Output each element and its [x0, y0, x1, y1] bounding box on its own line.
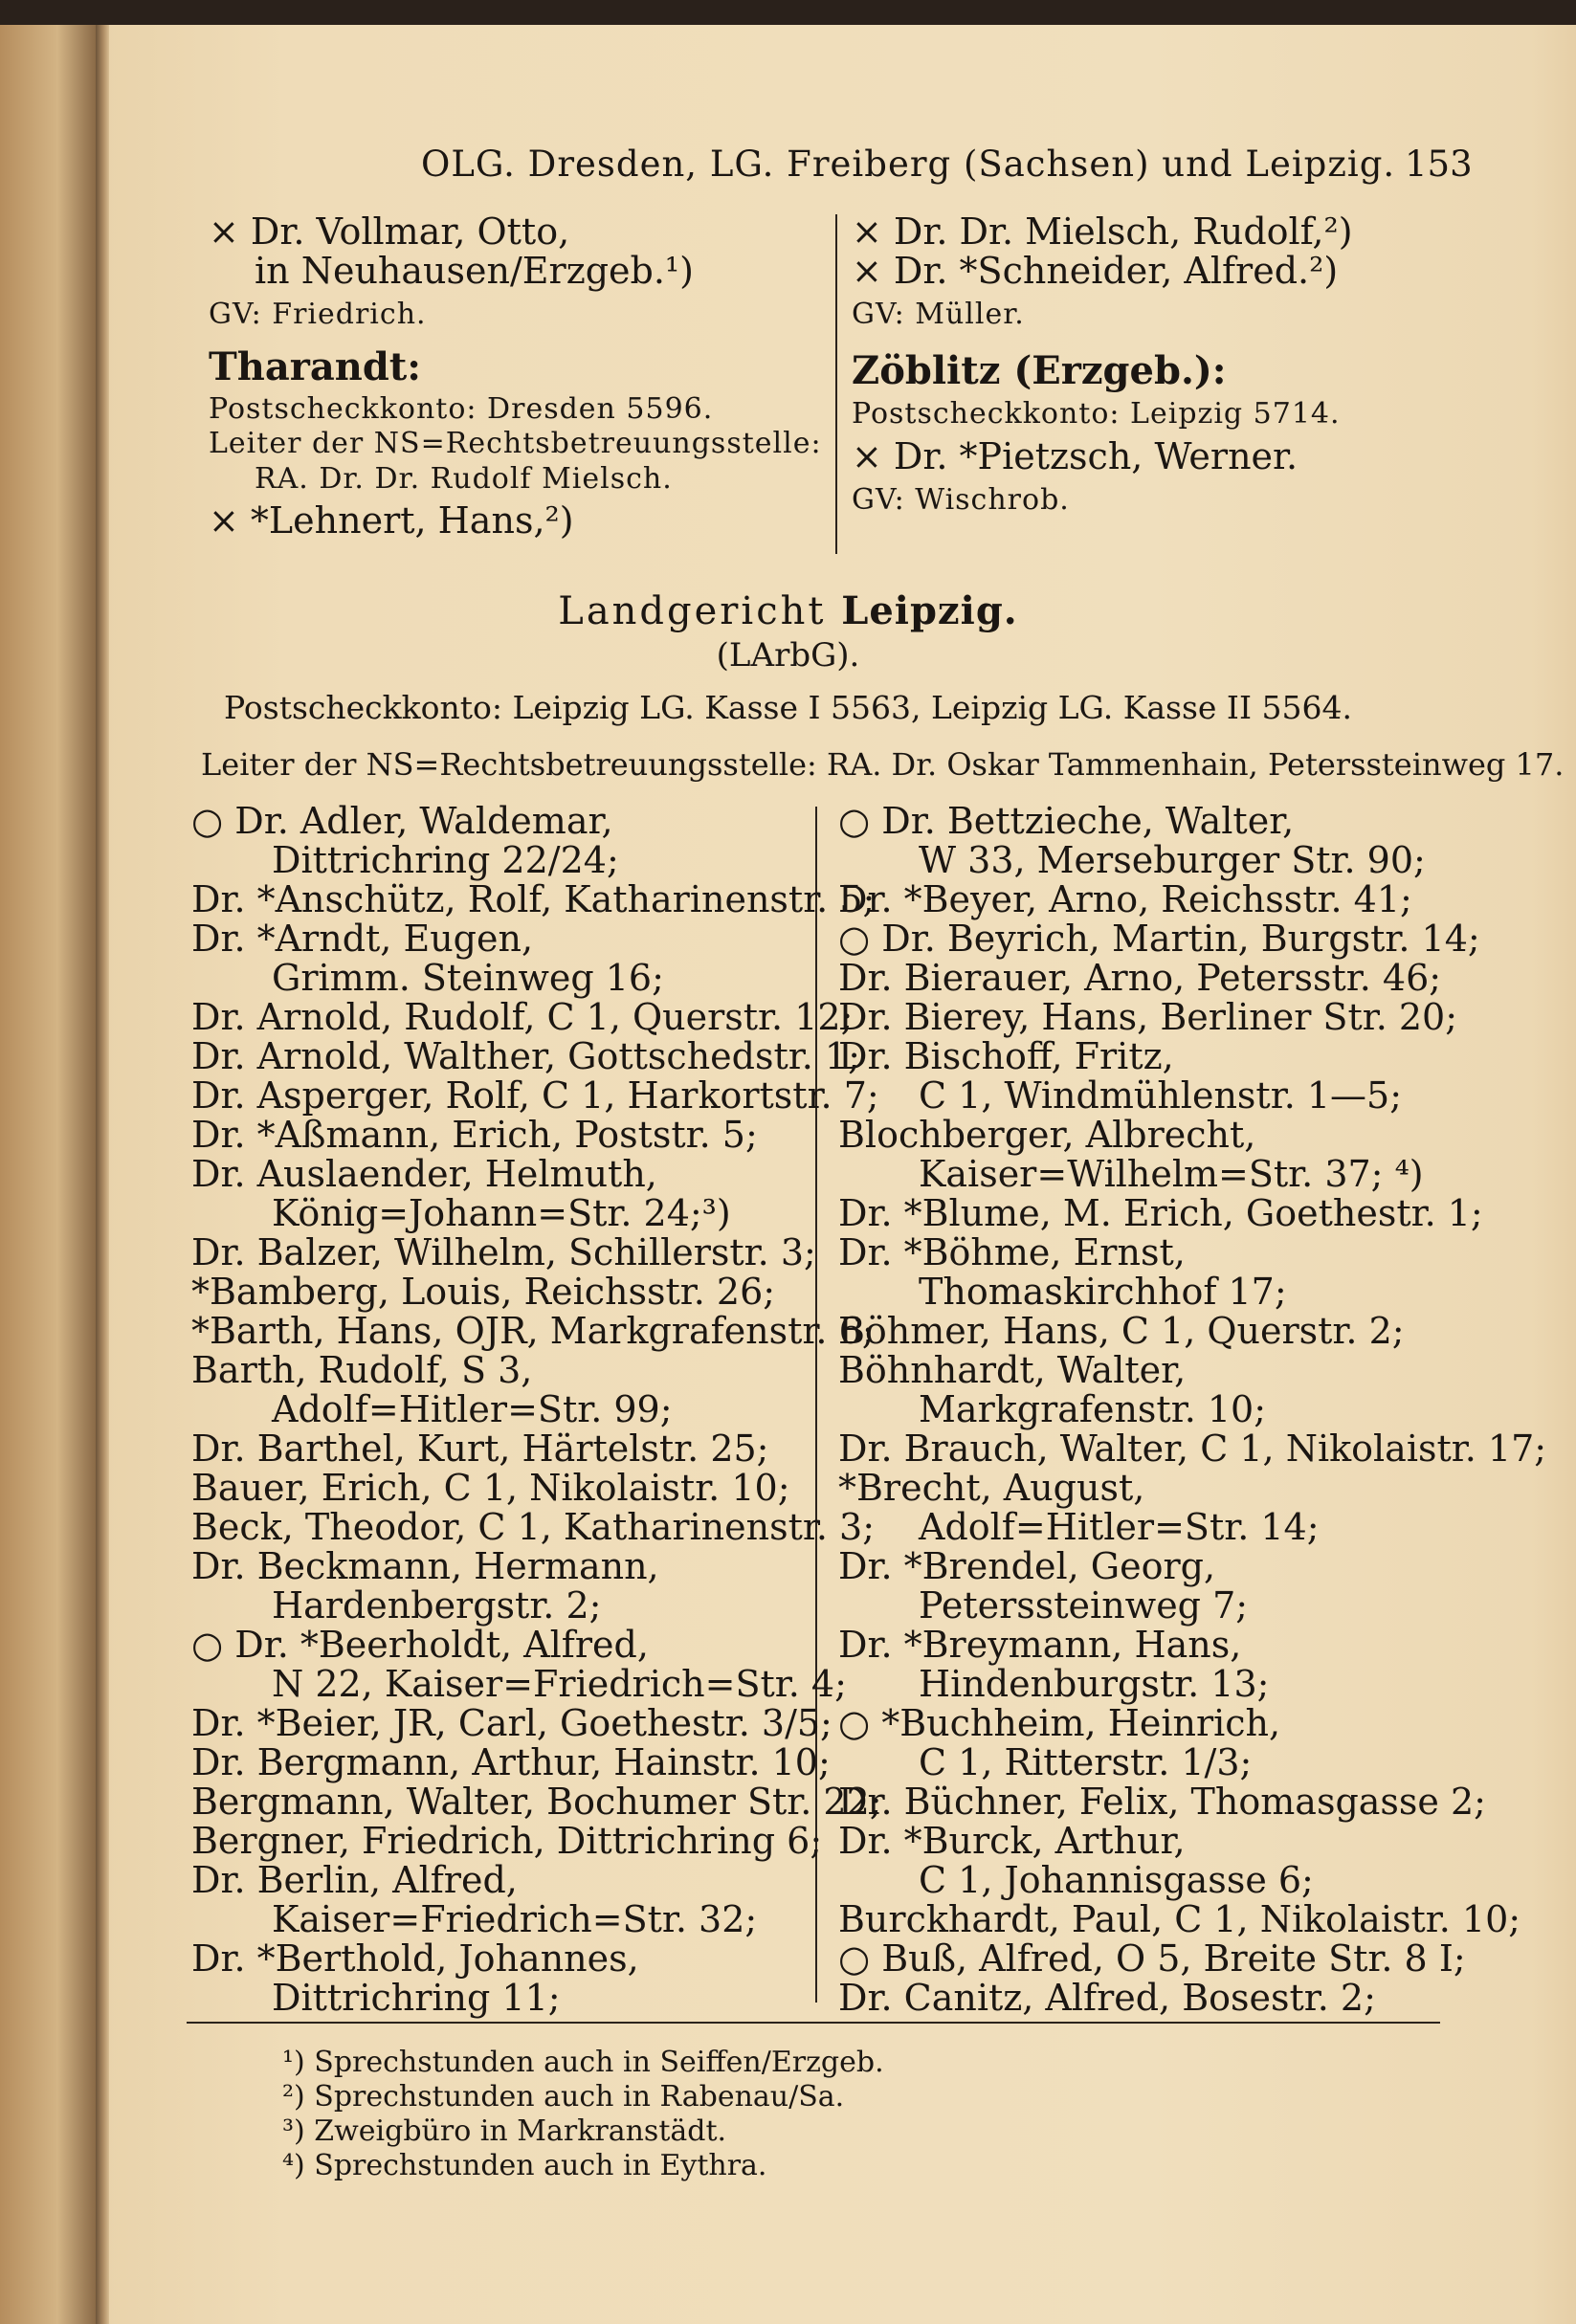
section-heading: Tharandt:: [209, 344, 422, 389]
footnote: ²) Sprechstunden auch in Rabenau/Sa.: [282, 2080, 845, 2114]
directory-entry-line: Dr. *Anschütz, Rolf, Katharinenstr. 5;: [191, 878, 876, 920]
directory-entry-line: N 22, Kaiser=Friedrich=Str. 4;: [272, 1663, 847, 1705]
directory-entry-line: Dr. *Blume, M. Erich, Goethestr. 1;: [838, 1192, 1483, 1234]
directory-entry-line: Dr. *Aßmann, Erich, Poststr. 5;: [191, 1114, 758, 1156]
directory-entry-line: Böhmer, Hans, C 1, Querstr. 2;: [838, 1310, 1405, 1352]
directory-entry-line: ○ *Buchheim, Heinrich,: [838, 1702, 1281, 1744]
directory-entry-line: Hindenburgstr. 13;: [919, 1663, 1270, 1705]
directory-entry-line: Kaiser=Wilhelm=Str. 37; ⁴): [919, 1153, 1424, 1195]
directory-entry-line: ○ Dr. Adler, Waldemar,: [191, 800, 613, 842]
directory-entry-line: Markgrafenstr. 10;: [919, 1388, 1267, 1430]
right-column: [838, 802, 1546, 2018]
directory-entry-line: Barth, Rudolf, S 3,: [191, 1349, 533, 1391]
directory-entry-line: König=Johann=Str. 24;³): [272, 1192, 731, 1234]
entry-line: × Dr. *Schneider, Alfred.²): [852, 250, 1339, 292]
page-edge: [0, 0, 96, 2324]
directory-entry-line: W 33, Merseburger Str. 90;: [919, 839, 1426, 881]
directory-entry-line: Dr. *Burck, Arthur,: [838, 1820, 1186, 1862]
directory-entry-line: Dr. Bischoff, Fritz,: [838, 1035, 1174, 1077]
directory-entry-line: Dr. Arnold, Rudolf, C 1, Querstr. 12;: [191, 996, 854, 1038]
section-heading: Zöblitz (Erzgeb.):: [852, 348, 1227, 393]
account-line: Postscheckkonto: Dresden 5596.: [209, 392, 714, 426]
directory-entry-line: Dr. Bierauer, Arno, Petersstr. 46;: [838, 957, 1442, 999]
directory-entry-line: Dr. *Brendel, Georg,: [838, 1545, 1216, 1587]
directory-entry-line: Hardenbergstr. 2;: [272, 1584, 602, 1627]
entry-line: in Neuhausen/Erzgeb.¹): [255, 250, 694, 292]
page-number: 153: [1405, 144, 1473, 185]
directory-entry-line: Dr. Barthel, Kurt, Härtelstr. 25;: [191, 1428, 769, 1470]
directory-entry-line: Kaiser=Friedrich=Str. 32;: [272, 1898, 758, 1940]
directory-entry-line: Blochberger, Albrecht,: [838, 1114, 1256, 1156]
directory-entry-line: C 1, Windmühlenstr. 1—5;: [919, 1074, 1403, 1117]
entry-line: × Dr. Dr. Mielsch, Rudolf,²): [852, 210, 1353, 253]
footnote: ⁴) Sprechstunden auch in Eythra.: [282, 2149, 767, 2182]
footnotes: [282, 2046, 884, 2183]
directory-entry-line: Dr. Asperger, Rolf, C 1, Harkortstr. 7;: [191, 1074, 879, 1117]
directory-entry-line: Bergmann, Walter, Bochumer Str. 22;: [191, 1781, 882, 1823]
directory-entry-line: Dr. Arnold, Walther, Gottschedstr. 1;: [191, 1035, 860, 1077]
gv-line: GV: Wischrob.: [852, 483, 1070, 517]
directory-entry-line: Dr. *Böhme, Ernst,: [838, 1231, 1186, 1273]
directory-entry-line: Dr. Beckmann, Hermann,: [191, 1545, 659, 1587]
directory-entry-line: Dittrichring 22/24;: [272, 839, 619, 881]
court-account: Postscheckkonto: Leipzig LG. Kasse I 5563, Leipzig LG. Kasse II 5564.: [224, 689, 1352, 726]
directory-entry-line: Grimm. Steinweg 16;: [272, 957, 664, 999]
directory-entry-line: Dr. *Beyer, Arno, Reichsstr. 41;: [838, 878, 1412, 920]
footnote-rule: [187, 2022, 1440, 2024]
entry-line: × Dr. *Pietzsch, Werner.: [852, 435, 1299, 477]
directory-entry-line: Dr. *Breymann, Hans,: [838, 1624, 1242, 1666]
court-title-name: Leipzig.: [841, 588, 1018, 633]
court-subtitle: (LArbG).: [716, 636, 860, 675]
directory-entry-line: Peterssteinweg 7;: [919, 1584, 1249, 1627]
footnote: ³) Zweigbüro in Markranstädt.: [282, 2114, 727, 2148]
entry-line: × *Lehnert, Hans,²): [209, 499, 574, 542]
gv-line: GV: Müller.: [852, 298, 1025, 331]
directory-entry-line: *Barth, Hans, OJR, Markgrafenstr. 6;: [191, 1310, 875, 1352]
top-shadow: [0, 0, 1576, 25]
directory-entry-line: *Brecht, August,: [838, 1467, 1145, 1509]
directory-entry-line: ○ Dr. *Beerholdt, Alfred,: [191, 1624, 649, 1666]
directory-entry-line: Dr. Canitz, Alfred, Bosestr. 2;: [838, 1977, 1376, 2019]
book-spine: [96, 0, 109, 2324]
directory-entry-line: ○ Dr. Bettzieche, Walter,: [838, 800, 1295, 842]
directory-entry-line: Dr. Berlin, Alfred,: [191, 1859, 518, 1901]
account-line: Postscheckkonto: Leipzig 5714.: [852, 397, 1341, 431]
directory-entry-line: C 1, Johannisgasse 6;: [919, 1859, 1314, 1901]
leiter-name: RA. Dr. Dr. Rudolf Mielsch.: [255, 462, 673, 496]
directory-entry-line: Dittrichring 11;: [272, 1977, 561, 2019]
directory-entry-line: Dr. Balzer, Wilhelm, Schillerstr. 3;: [191, 1231, 816, 1273]
footnote: ¹) Sprechstunden auch in Seiffen/Erzgeb.: [282, 2046, 884, 2079]
directory-entry-line: Dr. Bierey, Hans, Berliner Str. 20;: [838, 996, 1458, 1038]
directory-entry-line: Dr. Auslaender, Helmuth,: [191, 1153, 657, 1195]
directory-entry-line: C 1, Ritterstr. 1/3;: [919, 1741, 1253, 1783]
left-column: [191, 802, 882, 2018]
top-left-block: [209, 212, 822, 541]
court-title-prefix: Landgericht: [558, 589, 827, 633]
court-title: [0, 588, 1576, 633]
directory-entry-line: Beck, Theodor, C 1, Katharinenstr. 3;: [191, 1506, 876, 1548]
directory-entry-line: Dr. *Arndt, Eugen,: [191, 918, 534, 960]
directory-entry-line: *Bamberg, Louis, Reichsstr. 26;: [191, 1271, 776, 1313]
directory-entry-line: ○ Dr. Beyrich, Martin, Burgstr. 14;: [838, 918, 1480, 960]
directory-entry-line: Dr. *Berthold, Johannes,: [191, 1937, 639, 1980]
directory-entry-line: Adolf=Hitler=Str. 99;: [272, 1388, 673, 1430]
directory-entry-line: Dr. Büchner, Felix, Thomasgasse 2;: [838, 1781, 1486, 1823]
directory-entry-line: Böhnhardt, Walter,: [838, 1349, 1187, 1391]
running-header: OLG. Dresden, LG. Freiberg (Sachsen) und Leipzig.: [421, 144, 1396, 185]
top-right-block: [852, 212, 1353, 520]
entry-line: × Dr. Vollmar, Otto,: [209, 210, 570, 253]
gv-line: GV: Friedrich.: [209, 298, 427, 331]
directory-entry-line: ○ Buß, Alfred, O 5, Breite Str. 8 I;: [838, 1937, 1466, 1980]
column-divider: [835, 214, 837, 554]
directory-entry-line: Bauer, Erich, C 1, Nikolaistr. 10;: [191, 1467, 790, 1509]
directory-entry-line: Thomaskirchhof 17;: [919, 1271, 1287, 1313]
directory-entry-line: Burckhardt, Paul, C 1, Nikolaistr. 10;: [838, 1898, 1521, 1940]
directory-entry-line: Dr. Brauch, Walter, C 1, Nikolaistr. 17;: [838, 1428, 1547, 1470]
directory-entry-line: Bergner, Friedrich, Dittrichring 6;: [191, 1820, 823, 1862]
leiter-line: Leiter der NS=Rechtsbetreuungsstelle:: [209, 427, 822, 460]
directory-entry-line: Adolf=Hitler=Str. 14;: [919, 1506, 1320, 1548]
directory-entry-line: Dr. *Beier, JR, Carl, Goethestr. 3/5;: [191, 1702, 832, 1744]
directory-entry-line: Dr. Bergmann, Arthur, Hainstr. 10;: [191, 1741, 831, 1783]
court-leiter: Leiter der NS=Rechtsbetreuungsstelle: RA. Dr. Oskar Tammenhain, Peterssteinweg 17.: [201, 746, 1565, 783]
